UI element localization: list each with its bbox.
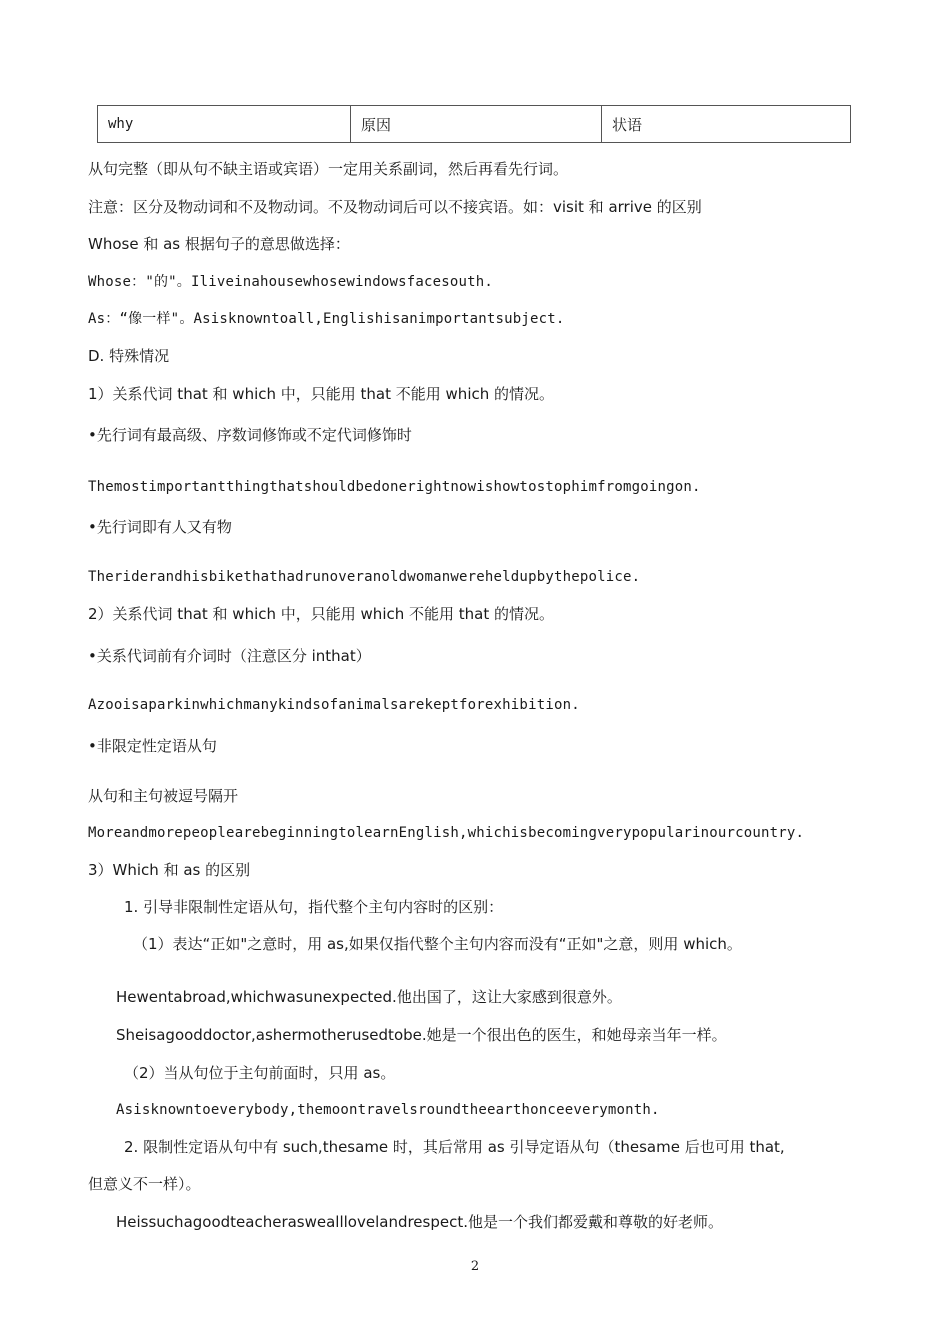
- example-sentence: MoreandmorepeoplearebeginningtolearnEnglish,whichisbecomingverypopularinourcountry.: [88, 825, 805, 841]
- section-heading: D. 特殊情况: [88, 347, 170, 365]
- bullet-item: •关系代词前有介词时（注意区分 inthat）: [88, 647, 371, 665]
- table-cell-meaning: 原因: [351, 106, 602, 143]
- table-row: [98, 106, 851, 143]
- text-line: 2）关系代词 that 和 which 中，只能用 which 不能用 that 的情况。: [88, 605, 555, 623]
- numbered-item: 1. 引导非限制性定语从句，指代整个主句内容时的区别：: [124, 898, 504, 916]
- numbered-item: 2. 限制性定语从句中有 such,thesame 时，其后常用 as 引导定语从句（thesame 后也可用 that,: [124, 1138, 785, 1156]
- example-sentence: Theriderandhisbikethathadrunoveranoldwomanwereheldupbythepolice.: [88, 569, 641, 585]
- text-line: 但意义不一样）。: [88, 1175, 201, 1193]
- table-cell-function: 状语: [602, 106, 851, 143]
- example-sentence: Sheisagooddoctor,ashermotherusedtobe.她是一个很出色的医生，和她母亲当年一样。: [116, 1026, 727, 1044]
- example-sentence: Heissuchagoodteacheraswealllovelandrespect.他是一个我们都爱戴和尊敬的好老师。: [116, 1213, 724, 1231]
- sub-item: （1）表达“正如"之意时，用 as,如果仅指代整个主句内容而没有“正如"之意，则用 which。: [133, 935, 742, 953]
- bullet-item: •先行词有最高级、序数词修饰或不定代词修饰时: [88, 426, 412, 444]
- text-line: 3）Which 和 as 的区别: [88, 861, 251, 879]
- example-sentence: Asisknowntoeverybody,themoontravelsroundtheearthonceeverymonth.: [116, 1102, 660, 1118]
- table-cell-word: why: [98, 106, 351, 143]
- table-row-why: [97, 105, 851, 143]
- bullet-item: •非限定性定语从句: [88, 737, 217, 755]
- text-line: Whose："的"。Iliveinahousewhosewindowsfacesouth.: [88, 274, 494, 290]
- text-line: 从句完整（即从句不缺主语或宾语）一定用关系副词，然后再看先行词。: [88, 160, 569, 178]
- example-sentence: Hewentabroad,whichwasunexpected.他出国了，这让大家感到很意外。: [116, 988, 622, 1006]
- text-line: 从句和主句被逗号隔开: [88, 787, 239, 805]
- page-number: 2: [470, 1259, 480, 1274]
- text-line: 注意：区分及物动词和不及物动词。不及物动词后可以不接宾语。如：visit 和 arrive 的区别: [88, 198, 702, 216]
- text-line: Whose 和 as 根据句子的意思做选择：: [88, 235, 350, 253]
- bullet-item: •先行词即有人又有物: [88, 518, 232, 536]
- text-line: As：“像一样"。Asisknowntoall,Englishisanimportantsubject.: [88, 311, 565, 327]
- text-line: 1）关系代词 that 和 which 中，只能用 that 不能用 which 的情况。: [88, 385, 555, 403]
- example-sentence: Azooisaparkinwhichmanykindsofanimalsarekeptforexhibition.: [88, 697, 580, 713]
- example-sentence: Themostimportantthingthatshouldbedonerightnowishowtostophimfromgoingon.: [88, 479, 701, 495]
- sub-item: （2）当从句位于主句前面时，只用 as。: [124, 1064, 396, 1082]
